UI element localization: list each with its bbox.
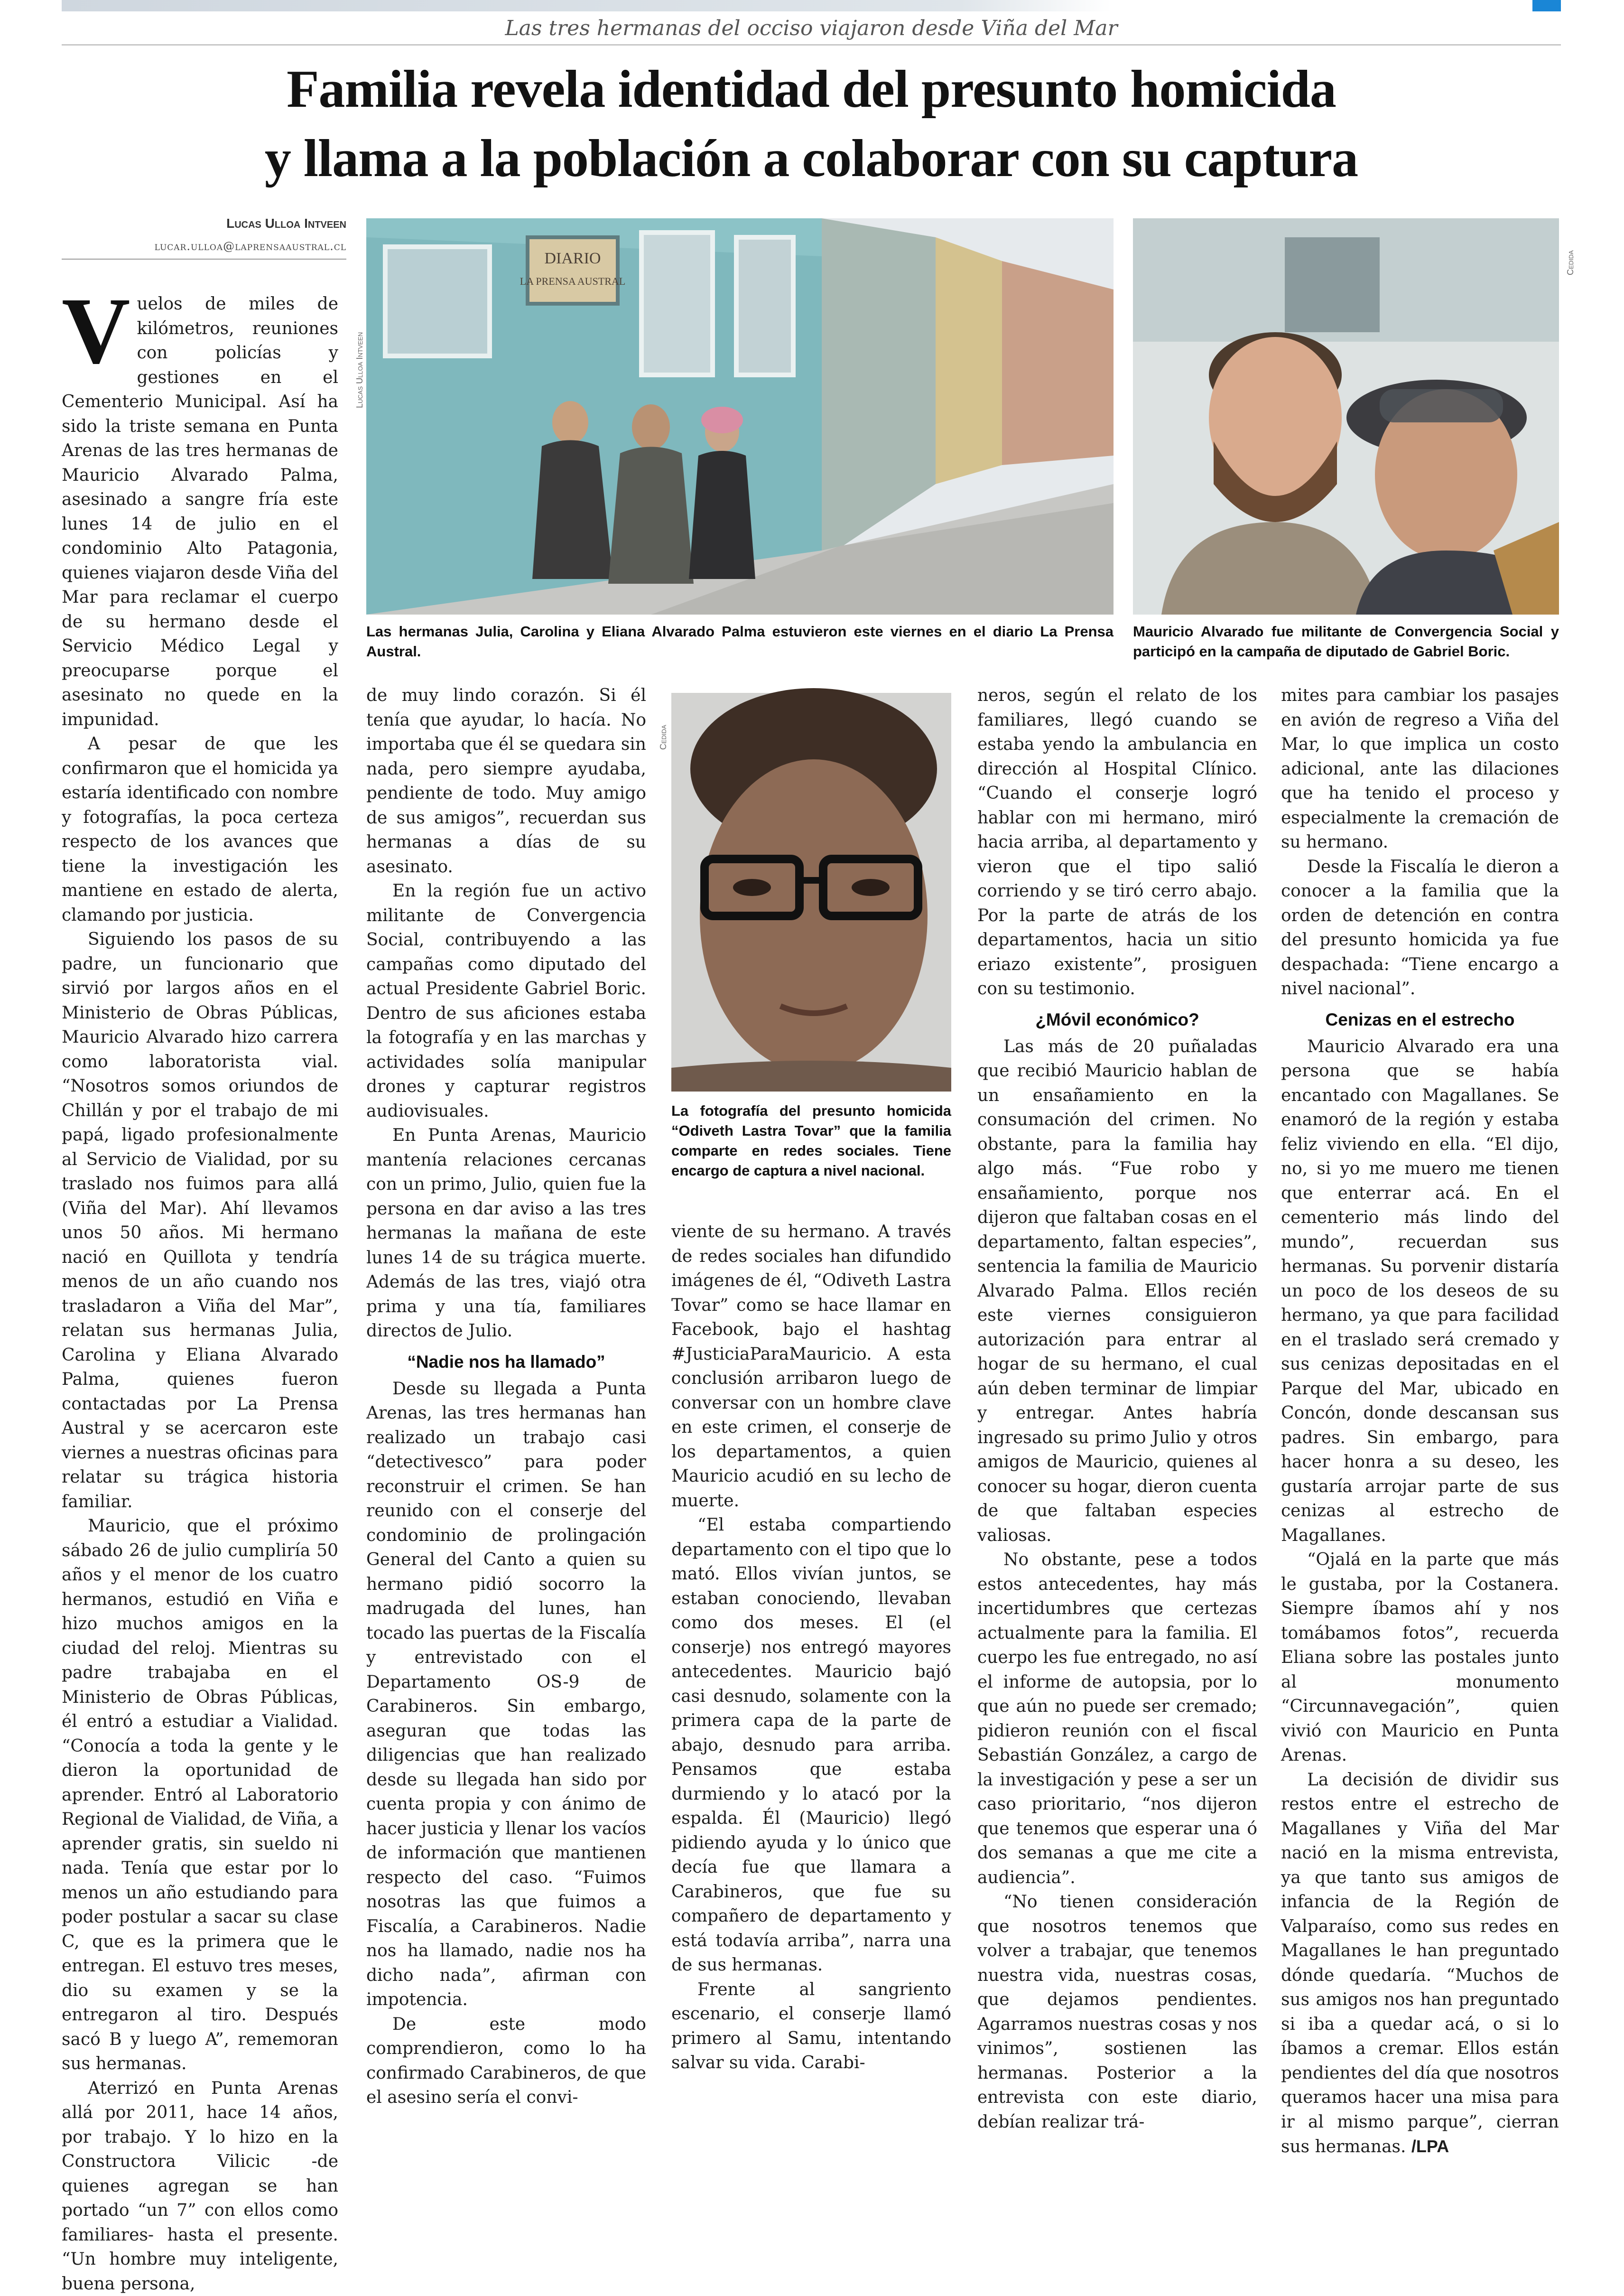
- byline-email: lucar.ulloa@laprensaaustral.cl: [62, 240, 346, 253]
- paragraph-text: La decisión de dividir sus restos entre el estrecho de Magallanes y Viña del Mar nació en la misma entrevista, ya que tanto sus amigos de infancia de la Región de Valparaíso, como sus redes en Magallanes le han preguntado dónde quedaría. “Muchos de sus amigos nos han preguntado si iba a quedar acá, o si lo íbamos a cremar. Ellos están pendientes del día que nosotros queramos hacer una misa para ir al mismo parque”, cierran sus hermanas.: [1281, 1770, 1559, 2157]
- boric-photo-illustration: [1133, 218, 1559, 615]
- dropcap: V: [62, 296, 130, 367]
- paragraph: No obstante, pese a todos estos antecedentes, hay más incertidumbres que certezas actualmente para la familia. El cuerpo les fue entregado, no así el informe de autopsia, por lo que aún no puede ser cremado; pidieron reunión con el fiscal Sebastián González, a cargo de la investigación y pese a ser un caso prioritario, “nos dijeron que tenemos que esperar una ó dos semanas a que me cite a audiencia”.: [977, 1548, 1257, 1890]
- subhead-cenizas: Cenizas en el estrecho: [1281, 1005, 1559, 1035]
- paragraph: “Ojalá en la parte que más le gustaba, por la Costanera. Siempre íbamos ahí y nos tomábamos fotos”, recuerda Eliana sobre las postales junto al monumento “Circunnavegación”, quien vivió con Mauricio en Punta Arenas.: [1281, 1548, 1559, 1768]
- paragraph: A pesar de que les confirmaron que el homicida ya estaría identificado con nombre y fotografías, la poca certeza respecto de los avances que tiene la investigación les mantiene en estado de alerta, clamando por justicia.: [62, 732, 338, 927]
- paragraph: De este modo comprendieron, como lo ha confirmado Carabineros, de que el asesino sería el convi-: [366, 2012, 646, 2110]
- kicker: Las tres hermanas del occiso viajaron desde Viña del Mar: [62, 11, 1561, 46]
- column-4: [977, 683, 1257, 1927]
- suspect-photo: [671, 693, 951, 1092]
- paragraph: Siguiendo los pasos de su padre, un funcionario que sirvió por largos años en el Ministerio de Obras Públicas, Mauricio Alvarado hizo carrera como laboratorista vial. “Nosotros somos oriundos de Chillán y por el trabajo de mi papá, ligado profesionalmente al Servicio de Vialidad, por su traslado nos fuimos para allá (Viña del Mar). Ahí llevamos unos 50 años. Mi hermano nació en Quillota y tendría menos de un año cuando nos trasladaron a Viña del Mar”, relatan sus hermanas Julia, Carolina y Eliana Alvarado Palma, quienes fueron contactadas por La Prensa Austral y se acercaron este viernes a nuestras oficinas para relatar su trágica historia familiar.: [62, 927, 338, 1514]
- boric-photo-credit: Cedida: [1566, 218, 1576, 275]
- column-2: [366, 683, 646, 1927]
- boric-photo-caption: Mauricio Alvarado fue militante de Convergencia Social y participó en la campaña de diputado de Gabriel Boric.: [1133, 622, 1559, 662]
- column-1: [62, 292, 338, 1924]
- headline: [62, 55, 1561, 193]
- top-blue-accent: [1532, 0, 1561, 11]
- paragraph: de muy lindo corazón. Si él tenía que ayudar, lo hacía. No importaba que él se quedara sin nada, pero siempre ayudaba, pendiente de todo. Muy amigo de sus amigos”, recuerdan sus hermanas a días de su asesinato.: [366, 683, 646, 879]
- sign-line-2: LA PRENSA AUSTRAL: [520, 275, 626, 287]
- paragraph: Mauricio Alvarado era una persona que se había encantado con Magallanes. Se enamoró de la región y estaba feliz viviendo en ella. “El dijo, no, si yo me muero me tienen que enterrar acá. En el cementerio más lindo del mundo”, recuerdan sus hermanas. Su porvenir distaría un poco de los deseos de su hermano, ya que para facilidad en el traslado será cremado y sus cenizas depositadas en el Parque del Mar, ubicado en Concón, donde descansan sus padres. Sin embargo, para hacer honra a su deseo, les gustaría arrojar parte de sus cenizas al estrecho de Magallanes.: [1281, 1035, 1559, 1548]
- suspect-photo-illustration: [671, 693, 951, 1092]
- sisters-photo-illustration: [366, 218, 1114, 615]
- paragraph: mites para cambiar los pasajes en avión de regreso a Viña del Mar, lo que implica un costo adicional, ante las dilaciones que ha tenido el proceso y especialmente la cremación de su hermano.: [1281, 683, 1559, 855]
- paragraph: viente de su hermano. A través de redes sociales han difundido imágenes de él, “Odiveth Lastra Tovar” como se hace llamar en Facebook, bajo el hashtag #JusticiaParaMauricio. A esta conclusión arribaron luego de conversar con un hombre clave en este crimen, el conserje de los departamentos, a quien Mauricio acudió en su lecho de muerte.: [671, 1220, 951, 1513]
- byline-author: Lucas Ulloa Intveen: [62, 216, 346, 231]
- sisters-photo-caption: Las hermanas Julia, Carolina y Eliana Alvarado Palma estuvieron este viernes en el diario La Prensa Austral.: [366, 622, 1114, 662]
- column-5: [1281, 683, 1559, 1927]
- column-3: [671, 1220, 951, 1927]
- paragraph: En Punta Arenas, Mauricio mantenía relaciones cercanas con un primo, Julio, quien fue la persona en dar aviso a las tres hermanas la mañana de este lunes 14 de su trágica muerte. Además de las tres, viajó otra prima y una tía, familiares directos de Julio.: [366, 1123, 646, 1344]
- paragraph: “No tienen consideración que nosotros tenemos que volver a trabajar, que tenemos nuestra vida, nuestras cosas, que dejamos pendientes. Agarramos nuestras cosas y nos vinimos”, sostienen las hermanas. Posterior a la entrevista con este diario, debían realizar trá-: [977, 1890, 1257, 2134]
- paragraph: uelos de miles de kilómetros, reuniones con policías y gestiones en el Cementerio Municipal. Así ha sido la triste semana en Punta Arenas de las tres hermanas de Mauricio Alvarado Palma, asesinado a sangre fría este lunes 14 de julio en el condominio Alto Patagonia, quienes viajaron desde Viña del Mar para reclamar el cuerpo de su hermano desde el Servicio Médico Legal y preocuparse porque el asesinato no quede en la impunidad.: [62, 292, 338, 732]
- sisters-photo: [366, 218, 1114, 615]
- paragraph: Frente al sangriento escenario, el conserje llamó primero al Samu, intentando salvar su vida. Carabi-: [671, 1978, 951, 2075]
- signature: /LPA: [1411, 2137, 1449, 2156]
- paragraph: neros, según el relato de los familiares, llegó cuando se estaba yendo la ambulancia en dirección al Hospital Clínico. “Cuando el conserje logró hablar con mi hermano, miró hacia arriba, al departamento y vieron que el tipo salió corriendo y se tiró cerro abajo. Por la parte de atrás de los departamentos, hacia un sitio eriazo existente”, prosiguen con su testimonio.: [977, 683, 1257, 1001]
- boric-photo: [1133, 218, 1559, 615]
- suspect-photo-caption: La fotografía del presunto homicida “Odiveth Lastra Tovar” que la familia comparte en redes sociales. Tiene encargo de captura a nivel nacional.: [671, 1101, 951, 1181]
- paragraph: En la región fue un activo militante de Convergencia Social, contribuyendo a las campañas como diputado del actual Presidente Gabriel Boric. Dentro de sus aficiones estaba la fotografía y en las marchas y actividades solía manipular drones y capturar registros audiovisuales.: [366, 879, 646, 1123]
- subhead-nadie: “Nadie nos ha llamado”: [366, 1347, 646, 1377]
- headline-line-2: y llama a la población a colaborar con su captura: [62, 124, 1561, 193]
- paragraph: [1281, 1768, 1559, 2159]
- top-color-bar: [62, 0, 1561, 11]
- suspect-photo-credit: Cedida: [659, 693, 668, 750]
- byline-rule: [62, 259, 346, 260]
- paragraph: Desde la Fiscalía le dieron a conocer a la familia que la orden de detención en contra del presunto homicida ya fue despachada: “Tiene encargo a nivel nacional”.: [1281, 855, 1559, 1001]
- headline-line-1: Familia revela identidad del presunto homicida: [62, 55, 1561, 124]
- paragraph: Las más de 20 puñaladas que recibió Mauricio hablan de un ensañamiento en la consumación del crimen. No obstante, para la familia hay algo más. “Fue robo y ensañamiento, porque nos dijeron que faltaban cosas en el departamento, faltan especies”, sentencia la familia de Mauricio Alvarado Palma. Ellos recién este viernes consiguieron autorización para entrar al hogar de su hermano, el cual aún deben terminar de limpiar y entregar. Antes habría ingresado su primo Julio y otros amigos de Mauricio, quienes al conocer su hogar, dieron cuenta de que faltaban especies valiosas.: [977, 1035, 1257, 1548]
- paragraph: “El estaba compartiendo departamento con el tipo que lo mató. Ellos vivían juntos, se estaban conociendo, llevaban como dos meses. El (el conserje) nos entregó mayores antecedentes. Mauricio bajó casi desnudo, solamente con la primera capa de la parte de abajo, desnudo para arriba. Pensamos que estaba durmiendo y lo atacó por la espalda. Él (Mauricio) llegó pidiendo ayuda y lo único que decía fue que llamara a Carabineros, que fue su compañero de departamento y está todavía arriba”, narra una de sus hermanas.: [671, 1513, 951, 1978]
- subhead-movil: ¿Móvil económico?: [977, 1005, 1257, 1035]
- paragraph: Mauricio, que el próximo sábado 26 de julio cumpliría 50 años y el menor de los cuatro hermanos, estudió en Viña e hizo muchos amigos en la ciudad del reloj. Mientras su padre trabajaba en el Ministerio de Obras Públicas, él entró a estudiar a Vialidad. “Conocía a toda la gente y le dieron la oportunidad de aprender. Entró al Laboratorio Regional de Vialidad, de Viña, a aprender gratis, sin sueldo ni nada. Tenía que estar por lo menos un año estudiando para poder postular a sacar su clase C, que es la primera que le entregan. El estuvo tres meses, dio su examen y se la entregaron al tiro. Después sacó B y luego A”, rememoran sus hermanas.: [62, 1514, 338, 2076]
- sisters-photo-credit: Lucas Ulloa Intveen: [355, 218, 365, 408]
- paragraph: Aterrizó en Punta Arenas allá por 2011, hace 14 años, por trabajo. Y lo hizo en la Constructora Vilicic -de quienes agregan se han portado “un 7” con ellos como familiares- hasta el presente. “Un hombre muy inteligente, buena persona,: [62, 2076, 338, 2296]
- sign-line-1: DIARIO: [545, 250, 601, 267]
- paragraph: Desde su llegada a Punta Arenas, las tres hermanas han realizado un trabajo casi “detectivesco” para poder reconstruir el crimen. Se han reunido con el conserje del condominio de prolingación General del Canto a quien su hermano pidió socorro la madrugada del lunes, han tocado las puertas de la Fiscalía y entrevistado con el Departamento OS-9 de Carabineros. Sin embargo, aseguran que todas las diligencias que han realizado desde su llegada han sido por cuenta propia y con ánimo de hacer justicia y llenar los vacíos de información que mantienen respecto del caso. “Fuimos nosotras las que fuimos a Fiscalía, a Carabineros. Nadie nos ha llamado, nadie nos ha dicho nada”, afirman con impotencia.: [366, 1377, 646, 2012]
